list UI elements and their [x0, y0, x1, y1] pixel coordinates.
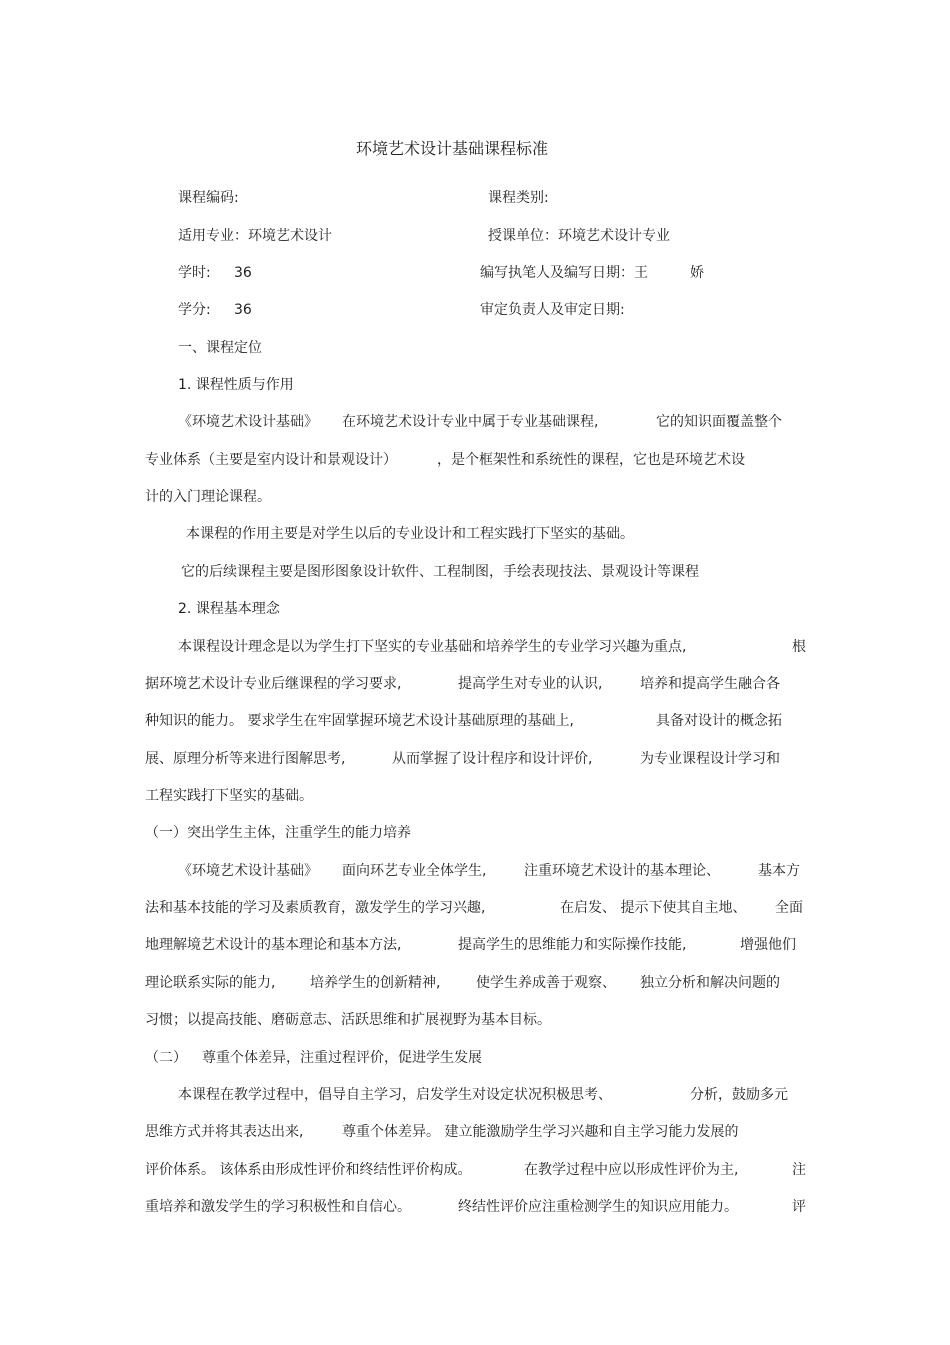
body-text: 专业体系（主要是室内设计和景观设计） — [145, 452, 397, 468]
body-text: 评 — [792, 1199, 806, 1215]
subsection-heading: 2. 课程基本理念 — [178, 601, 280, 617]
body-text: 在启发、 提示下使其自主地、 — [560, 900, 747, 916]
body-text: 面向环艺专业全体学生, — [342, 863, 487, 879]
body-text: 在环境艺术设计专业中属于专业基础课程, — [342, 414, 599, 430]
subsection-heading: 1. 课程性质与作用 — [178, 377, 294, 393]
body-text: 全面 — [775, 900, 803, 916]
body-text: 评价体系。 该体系由形成性评价和终结性评价构成。 — [145, 1162, 472, 1178]
body-text: 在教学过程中应以形成性评价为主, — [524, 1162, 739, 1178]
meta-unit: 授课单位：环境艺术设计专业 — [488, 228, 670, 244]
body-text: 使学生养成善于观察、 — [476, 975, 616, 991]
body-text: 重培养和激发学生的学习积极性和自信心。 — [145, 1199, 411, 1215]
meta-credits-value: 36 — [234, 302, 252, 318]
meta-credits-label: 学分: — [178, 302, 211, 318]
body-text: 本课程设计理念是以为学生打下坚实的专业基础和培养学生的专业学习兴趣为重点, — [178, 639, 687, 655]
body-text: 理论联系实际的能力, — [145, 975, 276, 991]
body-text: 为专业课程设计学习和 — [640, 751, 780, 767]
body-text: 根 — [792, 639, 806, 655]
body-text: 培养和提高学生融合各 — [640, 676, 780, 692]
body-text: 从而掌握了设计程序和设计评价, — [392, 751, 593, 767]
body-text: 计的入门理论课程。 — [145, 489, 271, 505]
body-text: 注 — [792, 1162, 806, 1178]
body-text: 本课程的作用主要是对学生以后的专业设计和工程实践打下坚实的基础。 — [186, 526, 634, 542]
body-text: 据环境艺术设计专业后继课程的学习要求, — [145, 676, 402, 692]
body-text: 展、原理分析等来进行图解思考, — [145, 751, 346, 767]
body-text: 它的后续课程主要是图形图象设计软件、工程制图，手绘表现技法、景观设计等课程 — [181, 564, 699, 580]
body-text: 增强他们 — [740, 937, 796, 953]
body-text: 提高学生对专业的认识, — [458, 676, 603, 692]
subsection-heading: （一）突出学生主体，注重学生的能力培养 — [145, 825, 411, 841]
body-text: 习惯；以提高技能、磨砺意志、活跃思维和扩展视野为基本目标。 — [145, 1012, 551, 1028]
body-text: 地理解境艺术设计的基本理论和基本方法, — [145, 937, 402, 953]
body-text: 工程实践打下坚实的基础。 — [145, 788, 313, 804]
body-text: 种知识的能力。 要求学生在牢固掌握环境艺术设计基础原理的基础上, — [145, 713, 574, 729]
meta-major: 适用专业：环境艺术设计 — [178, 228, 332, 244]
body-text: 注重环境艺术设计的基本理论、 — [524, 863, 720, 879]
body-text: 它的知识面覆盖整个 — [656, 414, 782, 430]
body-text: 思维方式并将其表达出来, — [145, 1124, 304, 1140]
body-text: 《环境艺术设计基础》 — [178, 863, 318, 879]
meta-author: 编写执笔人及编写日期：王 — [480, 265, 648, 281]
body-text: 提高学生的思维能力和实际操作技能, — [458, 937, 687, 953]
meta-course-category: 课程类别: — [488, 190, 549, 206]
body-text: ，是个框架性和系统性的课程，它也是环境艺术设 — [437, 452, 745, 468]
subsection-heading: 尊重个体差异，注重过程评价，促进学生发展 — [202, 1050, 482, 1066]
meta-hours-label: 学时: — [178, 265, 211, 281]
body-text: 终结性评价应注重检测学生的知识应用能力。 — [458, 1199, 738, 1215]
meta-reviewer: 审定负责人及审定日期: — [480, 302, 625, 318]
body-text: 本课程在教学过程中，倡导自主学习，启发学生对设定状况积极思考、 — [178, 1087, 612, 1103]
meta-author-tail: 娇 — [690, 265, 704, 281]
body-text: 尊重个体差异。 建立能激励学生学习兴趣和自主学习能力发展的 — [342, 1124, 739, 1140]
meta-hours-value: 36 — [234, 265, 252, 281]
section-heading: 一、课程定位 — [178, 340, 262, 356]
body-text: 基本方 — [758, 863, 800, 879]
body-text: 具备对设计的概念拓 — [656, 713, 782, 729]
body-text: 独立分析和解决问题的 — [640, 975, 780, 991]
doc-title: 环境艺术设计基础课程标准 — [356, 139, 549, 158]
body-text: 《环境艺术设计基础》 — [178, 414, 318, 430]
body-text: 培养学生的创新精神, — [310, 975, 441, 991]
subsection-heading: （二） — [145, 1050, 187, 1066]
meta-course-code: 课程编码: — [178, 190, 239, 206]
body-text: 分析，鼓励多元 — [690, 1087, 788, 1103]
body-text: 法和基本技能的学习及素质教育，激发学生的学习兴趣, — [145, 900, 486, 916]
